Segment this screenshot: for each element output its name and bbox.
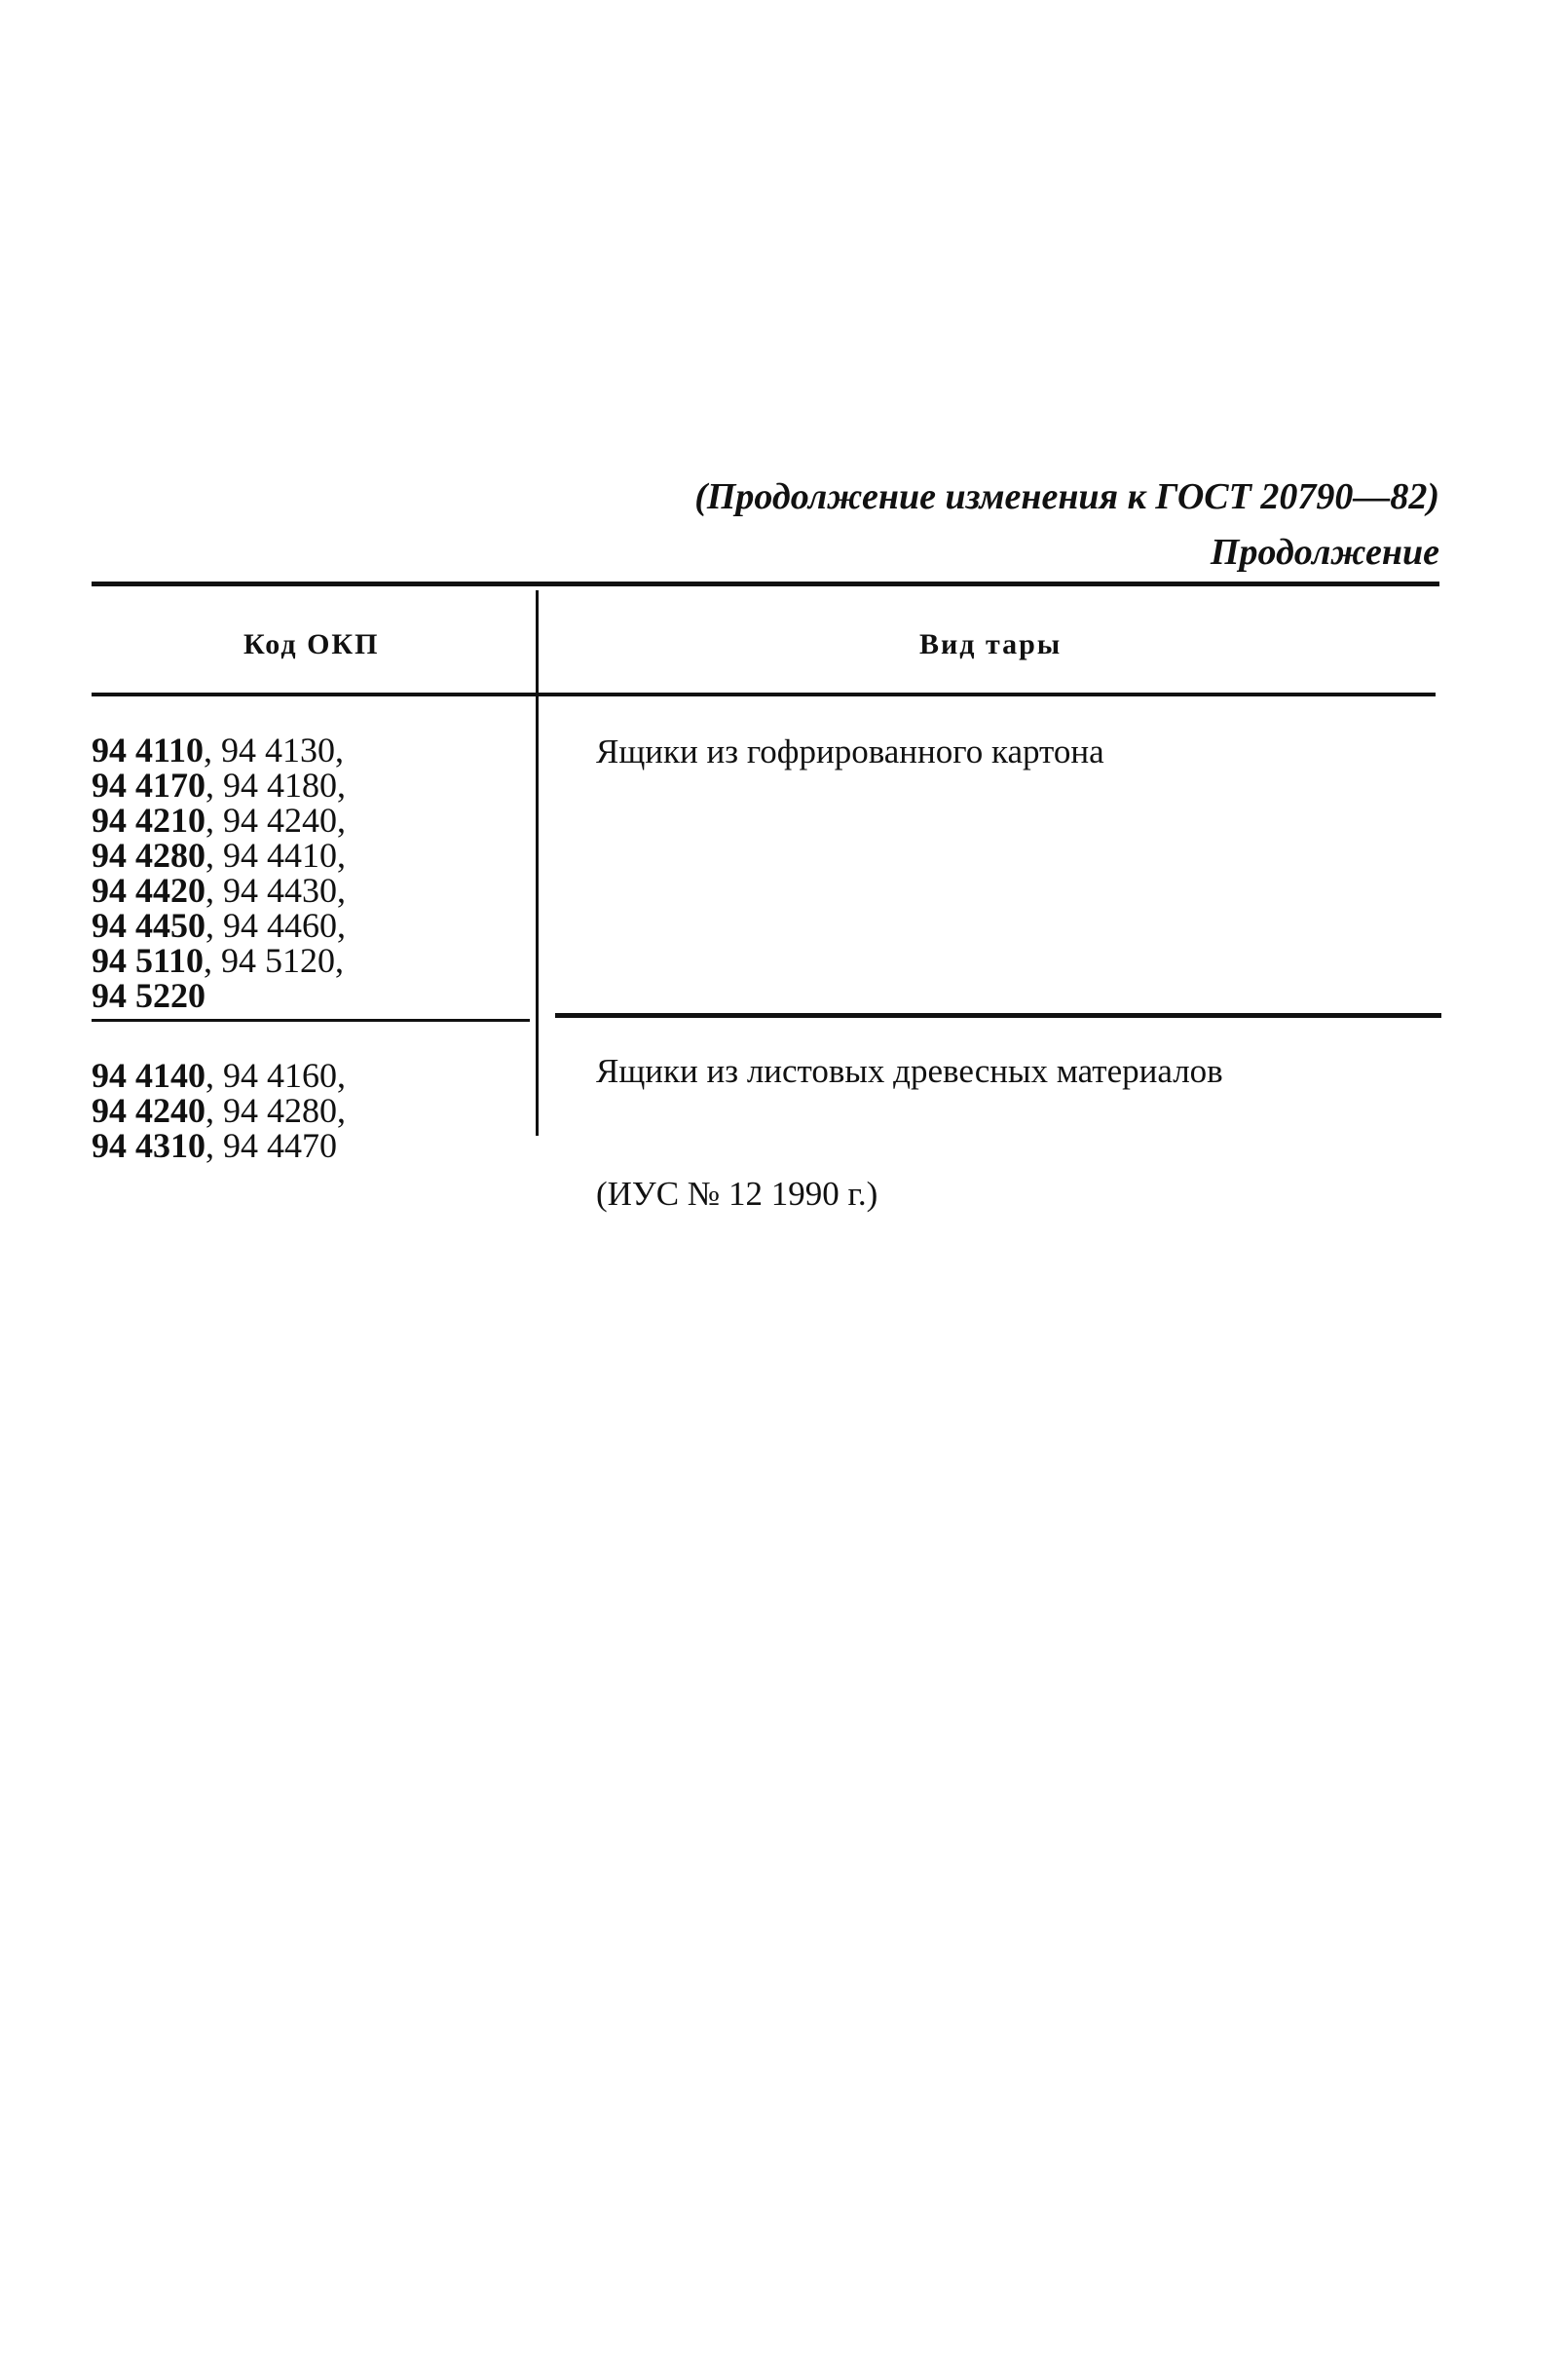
okp-code-line: 94 4310, 94 4470 xyxy=(92,1126,337,1165)
okp-code-line: 94 4420, 94 4430, xyxy=(92,871,346,910)
ius-reference: (ИУС № 12 1990 г.) xyxy=(596,1175,878,1213)
row-1-package-type: Ящики из гофрированного картона xyxy=(596,732,1104,770)
column-divider xyxy=(536,590,539,1136)
okp-code-line: 94 5110, 94 5120, xyxy=(92,941,345,980)
okp-code-line: 94 4170, 94 4180, xyxy=(92,766,346,805)
document-continuation-title: (Продолжение изменения к ГОСТ 20790—82) xyxy=(694,476,1439,517)
column-header-type: Вид тары xyxy=(919,628,1063,660)
okp-code-line: 94 4210, 94 4240, xyxy=(92,801,346,840)
row-1-codes xyxy=(92,732,346,1013)
row-2-package-type: Ящики из листовых древесных материалов xyxy=(596,1052,1223,1090)
table-continuation-label: Продолжение xyxy=(1210,532,1439,573)
row-separator-right xyxy=(555,1013,1441,1018)
row-separator-left xyxy=(92,1019,530,1022)
okp-code-line: 94 4110, 94 4130, xyxy=(92,731,345,770)
header-bottom-rule xyxy=(92,693,1436,696)
okp-code-line: 94 4140, 94 4160, xyxy=(92,1056,346,1095)
okp-code-line: 94 4240, 94 4280, xyxy=(92,1091,346,1130)
column-header-code: Код ОКП xyxy=(243,628,380,660)
table-top-rule xyxy=(92,582,1439,586)
okp-code-line: 94 5220 xyxy=(92,976,205,1015)
okp-code-line: 94 4280, 94 4410, xyxy=(92,836,346,875)
row-2-codes xyxy=(92,1058,346,1163)
okp-code-line: 94 4450, 94 4460, xyxy=(92,906,346,945)
